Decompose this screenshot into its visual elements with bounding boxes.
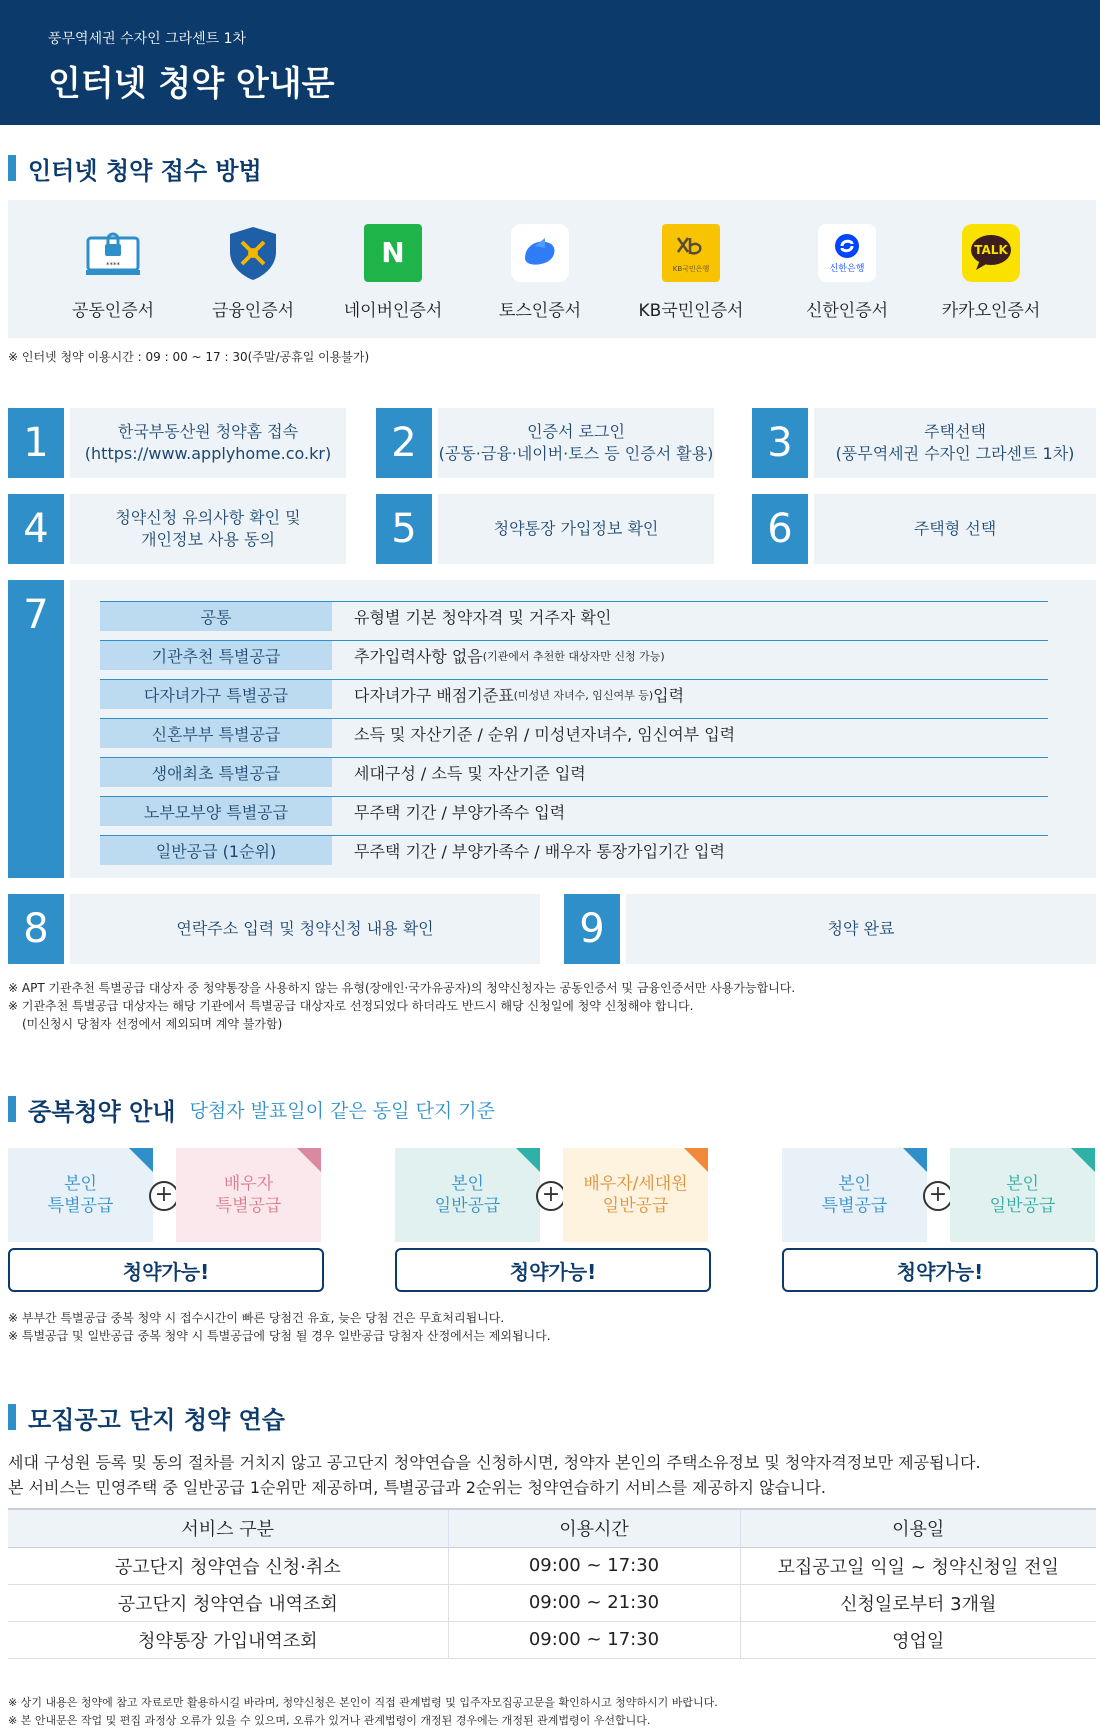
step-number: 4 xyxy=(8,494,64,564)
footer-note: ※ 본 안내문은 작업 및 편집 과정상 오류가 있을 수 있으며, 오류가 있거나 관계법령이 개정된 경우에는 개정된 관계법령이 우선합니다. xyxy=(8,1714,651,1727)
column-header: 서비스 구분 xyxy=(8,1509,448,1547)
footer-note: ※ 상기 내용은 청약에 참고 자료로만 활용하시길 바라며, 청약신청은 본인이 직접 관계법령 및 입주자모집공고문을 확인하시고 청약하시기 바랍니다. xyxy=(8,1696,718,1709)
practice-paragraph: 세대 구성원 등록 및 동의 절차를 거치지 않고 공고단지 청약연습을 신청하시면, 청약자 본인의 주택소유정보 및 청약자격정보만 제공됩니다. xyxy=(8,1453,981,1472)
table-row xyxy=(8,1584,1096,1621)
row-value: 다자녀가구 배점기준표 (미성년 자녀수, 임신여부 등) 입력 xyxy=(354,686,685,705)
step-line1: 주택형 선택 xyxy=(913,519,997,538)
corner-marker xyxy=(516,1148,540,1172)
lock-monitor-icon xyxy=(84,224,142,282)
notice-line: ※ 부부간 특별공급 중복 청약 시 접수시간이 빠른 당첨건 유효, 늦은 당첨 건은 무효처리됩니다. xyxy=(8,1311,505,1325)
corner-marker xyxy=(129,1148,153,1172)
step7-row xyxy=(100,640,1048,670)
cert-item-shinhan xyxy=(782,224,912,321)
svg-text:****: **** xyxy=(106,261,120,269)
table-cell: 청약통장 가입내역조회 xyxy=(8,1621,448,1658)
step-5 xyxy=(376,494,714,564)
step7-row xyxy=(100,679,1048,709)
table-cell: 09:00 ~ 21:30 xyxy=(448,1584,740,1621)
cert-label: KB국민인증서 xyxy=(638,301,744,321)
table-header-row xyxy=(8,1509,1096,1547)
row-value: 소득 및 자산기준 / 순위 / 미성년자녀수, 임신여부 입력 xyxy=(354,725,736,744)
kb-icon xyxy=(662,224,720,282)
row-key: 일반공급 (1순위) xyxy=(100,836,332,865)
step-box xyxy=(70,894,540,964)
page-title: 인터넷 청약 안내문 xyxy=(48,64,335,104)
result-badge: 청약가능! xyxy=(395,1248,711,1292)
cert-label: 공동인증서 xyxy=(71,301,155,321)
cert-label: 네이버인증서 xyxy=(343,301,443,321)
column-header: 이용시간 xyxy=(448,1509,740,1547)
cert-item-kakao xyxy=(926,224,1056,321)
table-cell: 영업일 xyxy=(740,1621,1096,1658)
step-2 xyxy=(376,408,714,478)
title-bar xyxy=(8,1404,16,1430)
step-box xyxy=(438,408,714,478)
naver-icon xyxy=(364,224,422,282)
step-8 xyxy=(8,894,540,964)
step-line1: 청약통장 가입정보 확인 xyxy=(493,519,659,538)
step7-row xyxy=(100,718,1048,748)
step-line1: 청약 완료 xyxy=(827,919,895,938)
cert-item-kb xyxy=(626,224,756,321)
table-cell: 09:00 ~ 17:30 xyxy=(448,1547,740,1584)
notice-line: (미신청시 당첨자 선정에서 제외되며 계약 불가함) xyxy=(22,1017,283,1031)
step-1 xyxy=(8,408,346,478)
dup-card-left: 본인 특별공급 xyxy=(8,1148,153,1242)
step7-row xyxy=(100,601,1048,631)
plus-icon: + xyxy=(923,1181,953,1211)
cert-label: 신한인증서 xyxy=(805,301,889,321)
kb-icon-text: KB국민은행 xyxy=(672,265,710,273)
service-table xyxy=(8,1508,1096,1659)
section-title-text: 중복청약 안내 xyxy=(28,1097,176,1126)
cert-label: 카카오인증서 xyxy=(941,301,1041,321)
step7-row xyxy=(100,835,1048,865)
dup-card-right: 배우자/세대원 일반공급 xyxy=(563,1148,708,1242)
shinhan-icon xyxy=(818,224,876,282)
cert-item-naver xyxy=(328,224,458,321)
result-badge: 청약가능! xyxy=(782,1248,1098,1292)
plus-icon: + xyxy=(536,1181,566,1211)
table-cell: 공고단지 청약연습 신청·취소 xyxy=(8,1547,448,1584)
step-number: 9 xyxy=(564,894,620,964)
step-3 xyxy=(752,408,1096,478)
corner-marker xyxy=(684,1148,708,1172)
row-key: 다자녀가구 특별공급 xyxy=(100,680,332,709)
cert-label: 금융인증서 xyxy=(211,301,295,321)
step7-row xyxy=(100,796,1048,826)
page-header xyxy=(0,0,1100,125)
row-value: 세대구성 / 소득 및 자산기준 입력 xyxy=(354,764,586,783)
row-value-note: (미성년 자녀수, 임신여부 등) xyxy=(513,688,654,702)
row-value: 추가입력사항 없음 (기관에서 추천한 대상자만 신청 가능) xyxy=(354,647,665,666)
dup-card-left: 본인 특별공급 xyxy=(782,1148,927,1242)
step-box xyxy=(438,494,714,564)
step-number: 2 xyxy=(376,408,432,478)
table-cell: 신청일로부터 3개월 xyxy=(740,1584,1096,1621)
table-row xyxy=(8,1621,1096,1658)
step-line2: (공동·금융·네이버·토스 등 인증서 활용) xyxy=(438,444,714,463)
section-title-text: 인터넷 청약 접수 방법 xyxy=(28,156,262,185)
cert-item-financial xyxy=(188,224,318,321)
step-line1: 주택선택 xyxy=(924,422,986,441)
step-4 xyxy=(8,494,346,564)
toss-icon xyxy=(511,224,569,282)
step-box xyxy=(626,894,1096,964)
time-note: ※ 인터넷 청약 이용시간 : 09 : 00 ~ 17 : 30(주말/공휴일 이용불가) xyxy=(8,350,370,364)
table-cell: 09:00 ~ 17:30 xyxy=(448,1621,740,1658)
step-number: 7 xyxy=(8,580,64,878)
step-number: 6 xyxy=(752,494,808,564)
step-box xyxy=(814,408,1096,478)
step-line1: 청약신청 유의사항 확인 및 xyxy=(115,508,301,527)
step-line1: 인증서 로그인 xyxy=(527,422,625,441)
section-title-apply-method xyxy=(8,153,262,183)
corner-marker xyxy=(1071,1148,1095,1172)
step7-row xyxy=(100,757,1048,787)
column-header: 이용일 xyxy=(740,1509,1096,1547)
step-box xyxy=(814,494,1096,564)
cert-label: 토스인증서 xyxy=(498,301,582,321)
kakao-icon-text: TALK xyxy=(974,243,1008,257)
table-row xyxy=(8,1547,1096,1584)
notice-line: ※ 기관추천 특별공급 대상자는 해당 기관에서 특별공급 대상자로 선정되었다 하더라도 반드시 해당 신청일에 청약 신청해야 합니다. xyxy=(8,999,694,1013)
step-number: 5 xyxy=(376,494,432,564)
step-number: 8 xyxy=(8,894,64,964)
shinhan-icon-text: 신한은행 xyxy=(829,264,865,274)
step-line2: (풍무역세권 수자인 그라센트 1차) xyxy=(835,444,1075,463)
step-box xyxy=(70,408,346,478)
row-key: 노부모부양 특별공급 xyxy=(100,797,332,826)
corner-marker xyxy=(903,1148,927,1172)
table-cell: 공고단지 청약연습 내역조회 xyxy=(8,1584,448,1621)
step-number: 3 xyxy=(752,408,808,478)
step-box xyxy=(70,494,346,564)
naver-icon-text: N xyxy=(381,236,405,269)
row-key: 공통 xyxy=(100,602,332,631)
step-line2: 개인정보 사용 동의 xyxy=(141,530,275,549)
row-value: 무주택 기간 / 부양가족수 입력 xyxy=(354,803,566,822)
table-cell: 모집공고일 익일 ~ 청약신청일 전일 xyxy=(740,1547,1096,1584)
practice-paragraph: 본 서비스는 민영주택 중 일반공급 1순위만 제공하며, 특별공급과 2순위는 청약연습하기 서비스를 제공하지 않습니다. xyxy=(8,1478,826,1497)
plus-icon: + xyxy=(149,1181,179,1211)
step-line1: 한국부동산원 청약홈 접속 xyxy=(117,422,299,441)
title-bar xyxy=(8,155,16,181)
corner-marker xyxy=(297,1148,321,1172)
dup-card-right: 배우자 특별공급 xyxy=(176,1148,321,1242)
section-title-text: 모집공고 단지 청약 연습 xyxy=(28,1405,285,1434)
dup-card-left: 본인 일반공급 xyxy=(395,1148,540,1242)
step-line2: (https://www.applyhome.co.kr) xyxy=(84,444,332,463)
section-title-practice xyxy=(8,1402,285,1432)
row-value: 유형별 기본 청약자격 및 거주자 확인 xyxy=(354,608,612,627)
row-value: 무주택 기간 / 부양가족수 / 배우자 통장가입기간 입력 xyxy=(354,842,725,861)
key-shield-icon xyxy=(224,224,282,282)
step-number: 1 xyxy=(8,408,64,478)
title-bar xyxy=(8,1096,16,1122)
row-value-note: (기관에서 추천한 대상자만 신청 가능) xyxy=(482,649,665,663)
row-key: 기관추천 특별공급 xyxy=(100,641,332,670)
notice-line: ※ 특별공급 및 일반공급 중복 청약 시 특별공급에 당첨 될 경우 일반공급 당첨자 산정에서는 제외됩니다. xyxy=(8,1329,551,1343)
step-6 xyxy=(752,494,1096,564)
dup-card-right: 본인 일반공급 xyxy=(950,1148,1095,1242)
notice-line: ※ APT 기관추천 특별공급 대상자 중 청약통장을 사용하지 않는 유형(장애인·국가유공자)의 청약신청자는 공동인증서 및 금융인증서만 사용가능합니다. xyxy=(8,981,796,995)
header-subtitle: 풍무역세권 수자인 그라센트 1차 xyxy=(48,31,247,47)
row-key: 생애최초 특별공급 xyxy=(100,758,332,787)
cert-item-toss xyxy=(475,224,605,321)
cert-item-joint xyxy=(48,224,178,321)
section-title-duplicate xyxy=(8,1094,495,1124)
step-9 xyxy=(564,894,1096,964)
row-key: 신혼부부 특별공급 xyxy=(100,719,332,748)
step-line1: 연락주소 입력 및 청약신청 내용 확인 xyxy=(176,919,434,938)
kakao-talk-icon xyxy=(962,224,1020,282)
section-subtitle: 당첨자 발표일이 같은 동일 단지 기준 xyxy=(189,1099,495,1122)
cert-panel xyxy=(8,200,1096,338)
result-badge: 청약가능! xyxy=(8,1248,324,1292)
